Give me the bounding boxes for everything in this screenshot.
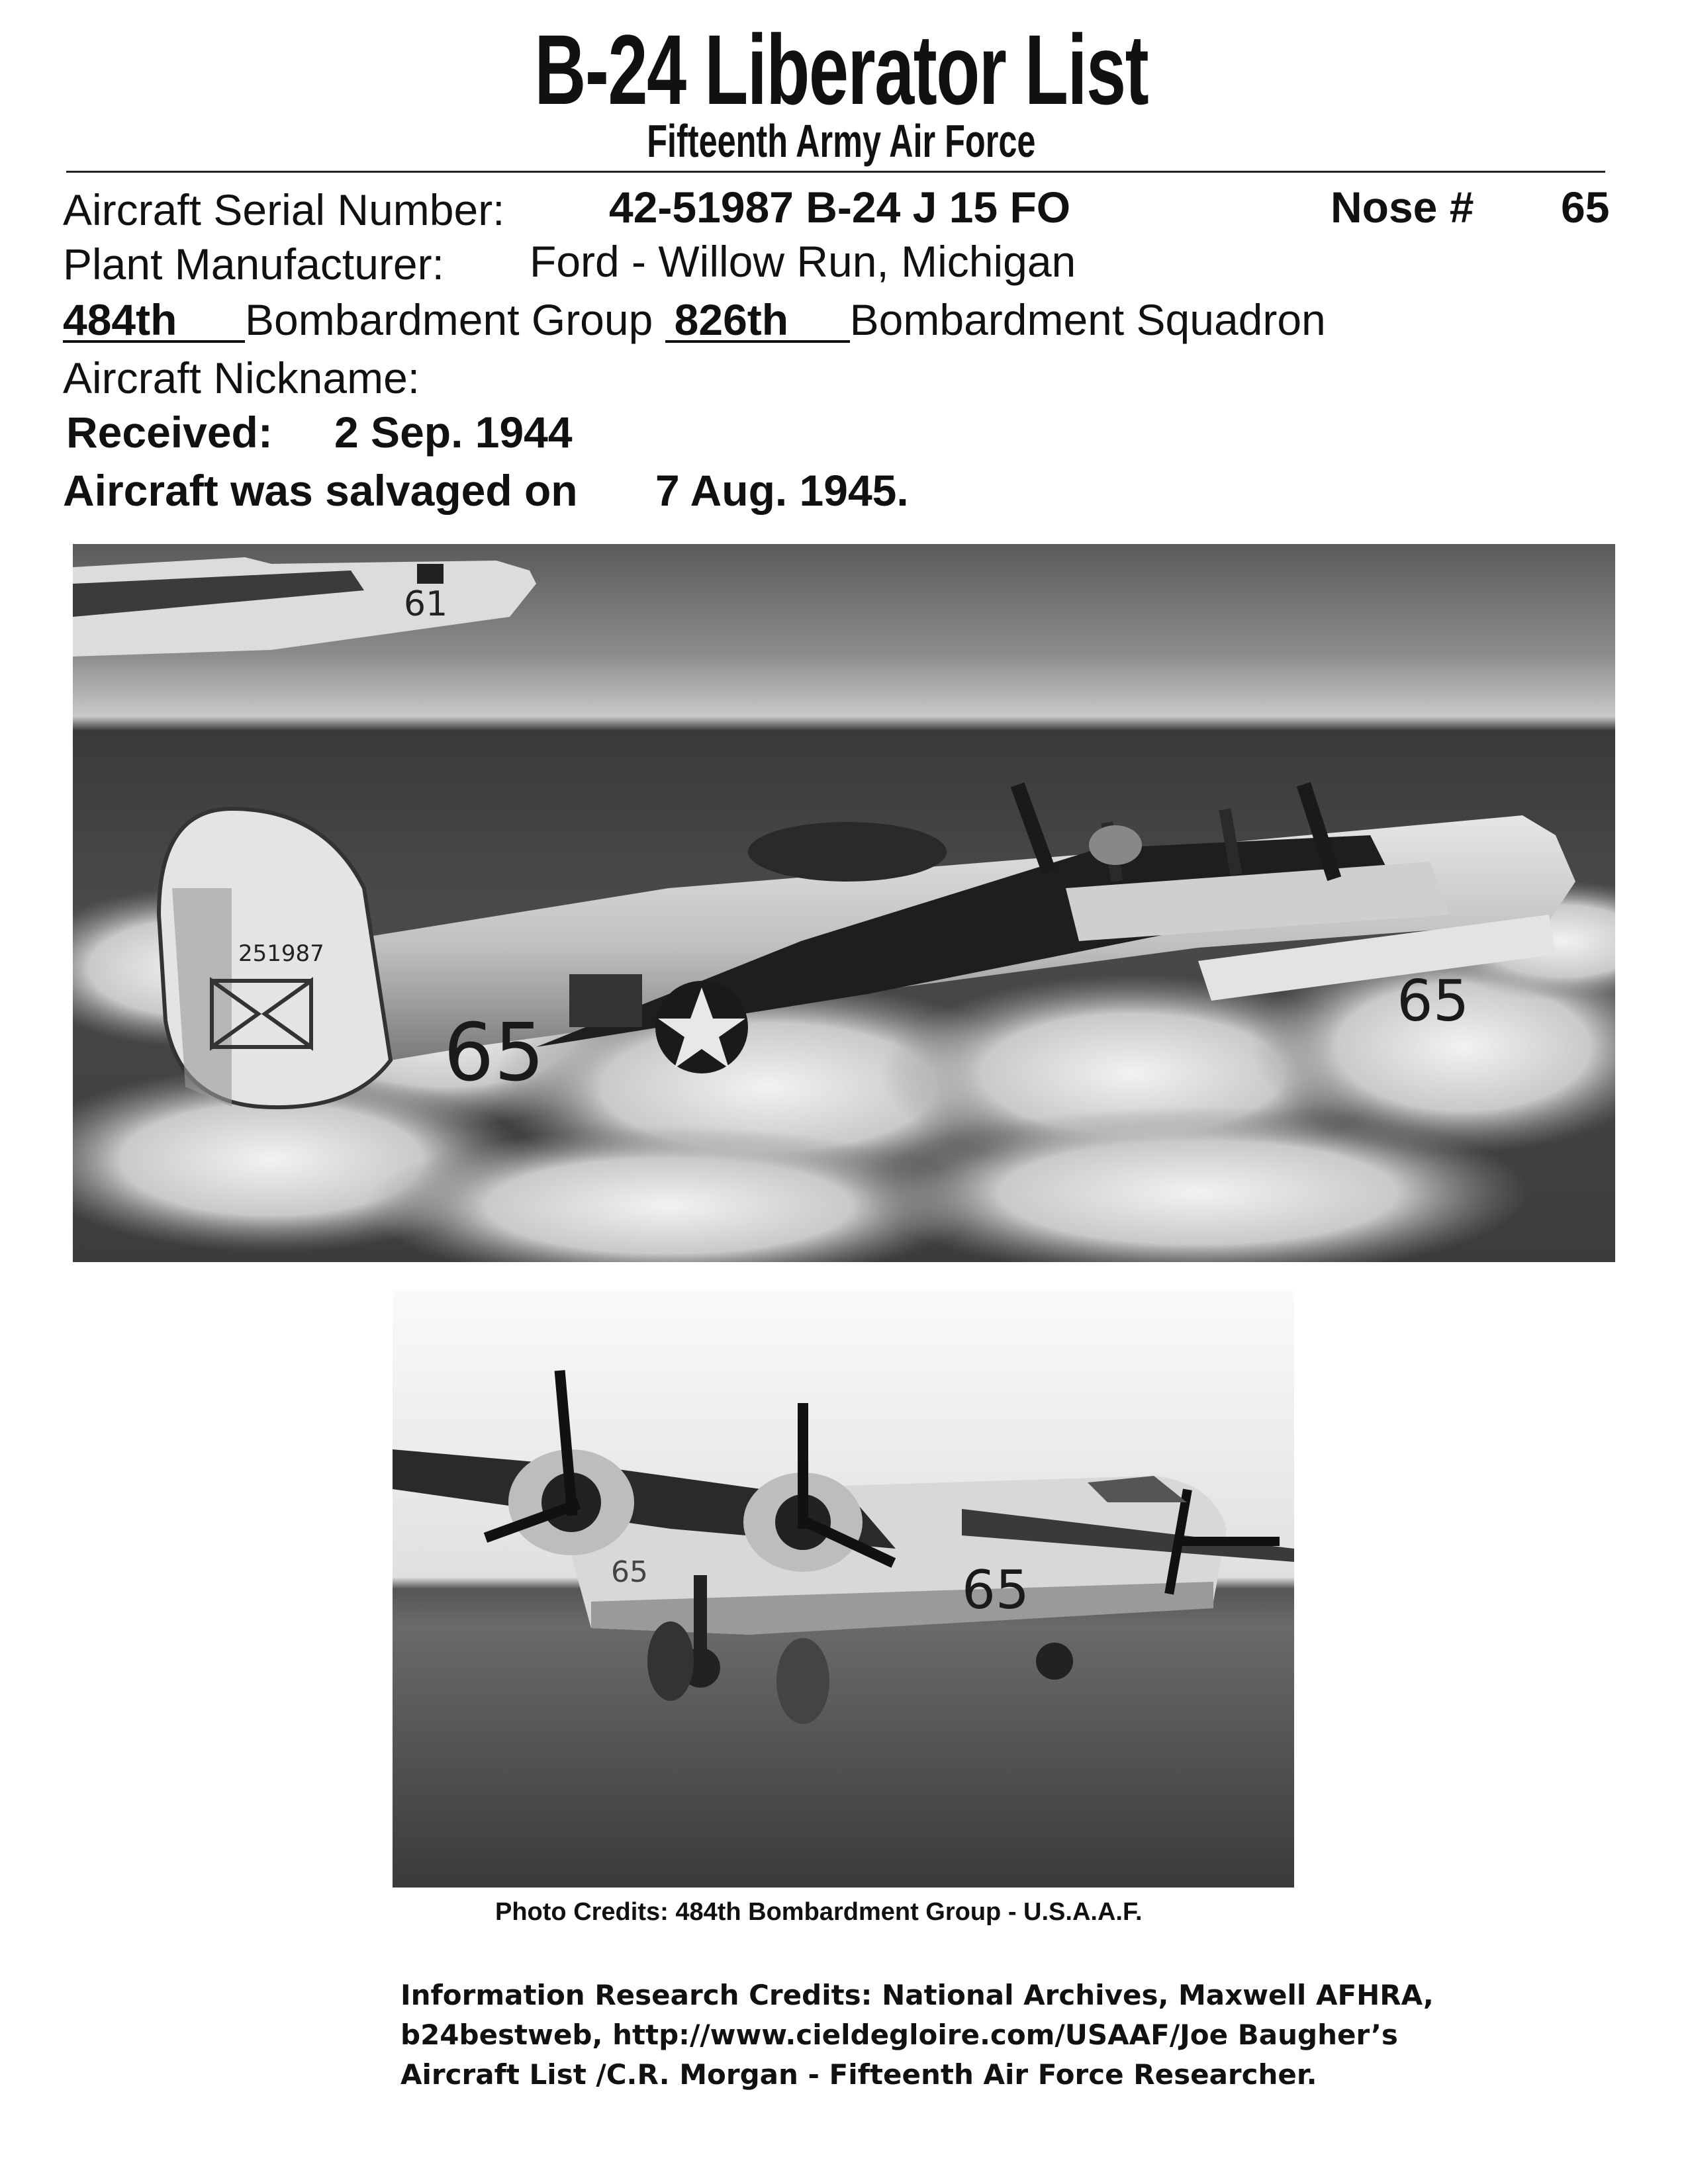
page-subtitle: Fifteenth Army Air Force: [647, 115, 1036, 167]
nose-row: [1331, 183, 1610, 232]
received-label: Received:: [66, 408, 273, 457]
nickname-label: Aircraft Nickname:: [63, 353, 420, 402]
squadron-value: 826th: [665, 299, 850, 343]
ground-photo: [393, 1291, 1294, 1888]
nose-label: Nose #: [1331, 183, 1474, 232]
research-credits: [400, 1976, 1434, 2095]
photo-credits: Photo Credits: 484th Bombardment Group - U.S.A.A.F.: [495, 1898, 1143, 1926]
serial-row: [63, 183, 1071, 234]
ground-nose-number: 65: [611, 1555, 648, 1589]
group-value: 484th: [63, 299, 245, 343]
group-row: [63, 296, 1326, 343]
plant-row: [63, 237, 1076, 289]
nose-value: 65: [1561, 183, 1610, 232]
ground-photo-art: [393, 1291, 1294, 1888]
research-credits-line-2: b24bestweb, http://www.cieldegloire.com/USAAF/Joe Baugher’s: [400, 2019, 1398, 2051]
ground-fuselage-number: 65: [962, 1559, 1029, 1621]
aerial-photo-art: [73, 544, 1615, 1262]
header-divider: [66, 171, 1605, 173]
salvaged-label: Aircraft was salvaged on: [63, 466, 578, 515]
tail-serial: 251987: [238, 940, 324, 967]
aerial-photo: [73, 544, 1615, 1262]
page-title: B-24 Liberator List: [534, 14, 1149, 125]
plant-label: Plant Manufacturer:: [63, 240, 444, 289]
group-label: Bombardment Group: [245, 295, 653, 344]
squadron-label: Bombardment Squadron: [849, 295, 1326, 344]
plant-value: Ford - Willow Run, Michigan: [530, 237, 1076, 286]
nickname-row: [63, 355, 420, 401]
research-credits-line-1: Information Research Credits: National Archives, Maxwell AFHRA,: [400, 1979, 1434, 2011]
salvaged-value: 7 Aug. 1945.: [655, 466, 909, 515]
received-row: [66, 408, 573, 457]
salvaged-row: [63, 466, 909, 515]
received-value: 2 Sep. 1944: [334, 408, 573, 457]
serial-label: Aircraft Serial Number:: [63, 185, 505, 234]
nose-number: 65: [1397, 968, 1470, 1034]
aircraft-61-number: 61: [404, 584, 448, 624]
fuselage-number: 65: [444, 1007, 545, 1099]
research-credits-line-3: Aircraft List /C.R. Morgan - Fifteenth Air Force Researcher.: [400, 2058, 1317, 2091]
serial-value: 42-51987 B-24 J 15 FO: [609, 183, 1071, 232]
